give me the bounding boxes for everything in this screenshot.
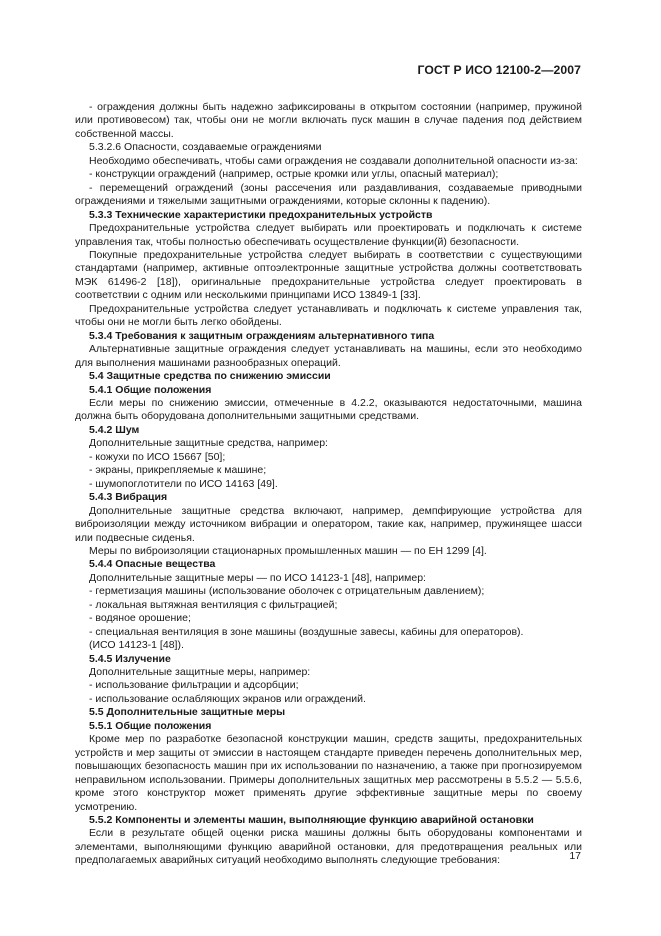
paragraph: Альтернативные защитные ограждения следует устанавливать на машины, если это необходимо для выполнения машинами разнообразных операций. (75, 343, 582, 369)
paragraph: - шумопоглотители по ИСО 14163 [49]. (89, 477, 278, 490)
paragraph: Дополнительные защитные меры, например: (89, 666, 311, 679)
section-heading: 5.4.5 Излучение (89, 652, 171, 665)
paragraph: - конструкции ограждений (например, острые кромки или углы, опасный материал); (89, 168, 499, 181)
paragraph: - использование фильтрации и адсорбции; (89, 679, 299, 692)
paragraph: Дополнительные защитные меры — по ИСО 14123-1 [48], например: (89, 571, 426, 584)
section-heading: 5.3.3 Технические характеристики предохранительных устройств (89, 208, 433, 221)
document-body (75, 101, 582, 868)
page-number: 17 (569, 850, 581, 862)
paragraph: - герметизация машины (использование оболочек с отрицательным давлением); (89, 585, 485, 598)
paragraph: (ИСО 14123-1 [48]). (89, 639, 184, 652)
section-heading: 5.5 Дополнительные защитные меры (89, 706, 286, 719)
section-heading: 5.4.4 Опасные вещества (89, 558, 216, 571)
document-header: ГОСТ Р ИСО 12100-2—2007 (417, 63, 581, 77)
paragraph: Покупные предохранительные устройства следует выбирать в соответствии с существующими стандартами (например, активные оптоэлектронные защитные устройства должны соответствовать МЭК 61496-2 [18]), оригинальные предохранительные устройства следует проектировать в соответствии с одним или несколькими принципами ИСО 13849-1 [33]. (75, 248, 582, 302)
paragraph: Если в результате общей оценки риска машины должны быть оборудованы компонентами и элементами, выполняющими функцию аварийной остановки, для предотвращения реальных или предполагаемых аварийных ситуаций необходимо выполнять следующие требования: (75, 827, 582, 867)
paragraph: Предохранительные устройства следует выбирать или проектировать и подключать к системе управления так, чтобы полностью обеспечивать осуществление функции(й) безопасности. (75, 222, 582, 248)
paragraph: - экраны, прикрепляемые к машине; (89, 464, 267, 477)
paragraph: Необходимо обеспечивать, чтобы сами ограждения не создавали дополнительной опасности из-за: (89, 154, 578, 167)
section-heading: 5.5.2 Компоненты и элементы машин, выполняющие функцию аварийной остановки (89, 814, 534, 827)
section-heading: 5.4.2 Шум (89, 423, 140, 436)
section-heading: 5.5.1 Общие положения (89, 719, 212, 732)
paragraph: - водяное орошение; (89, 612, 191, 625)
paragraph: - кожухи по ИСО 15667 [50]; (89, 450, 226, 463)
paragraph: - перемещений ограждений (зоны рассечения или раздавливания, создаваемые приводными ограждениями и тяжелыми защитными ограждениями, которые склонны к падению). (75, 181, 582, 208)
paragraph: - ограждения должны быть надежно зафиксированы в открытом состоянии (например, пружиной или противовесом) так, чтобы они не могли включать пуск машин в случае падения под действием собственной массы. (75, 101, 582, 140)
paragraph: - использование ослабляющих экранов или ограждений. (89, 692, 366, 705)
paragraph: Кроме мер по разработке безопасной конструкции машин, средств защиты, предохранительных устройств и мер защиты от эмиссии в настоящем стандарте приведен перечень дополнительных мер, повышающих безопасность машин при их использовании по назначению, а также при прогнозируемом неправильном использовании. Примеры дополнительных защитных мер рассмотрены в 5.5.2 — 5.5.6, кроме этого конструктор может применять другие эффективные защитные меры по своему усмотрению. (75, 733, 582, 813)
section-heading: 5.4 Защитные средства по снижению эмиссии (89, 370, 331, 383)
paragraph: - локальная вытяжная вентиляция с фильтрацией; (89, 598, 338, 611)
paragraph: Дополнительные защитные средства включают, например, демпфирующие устройства для виброизоляции между источником вибрации и оператором, такие как, например, пружинящее шасси или подвесные сиденья. (75, 504, 582, 544)
section-heading: 5.4.3 Вибрация (89, 491, 168, 504)
paragraph: - специальная вентиляция в зоне машины (воздушные завесы, кабины для операторов). (89, 625, 524, 638)
section-heading: 5.4.1 Общие положения (89, 383, 212, 396)
paragraph: 5.3.2.6 Опасности, создаваемые ограждениями (89, 141, 322, 154)
section-heading: 5.3.4 Требования к защитным ограждениям альтернативного типа (89, 329, 435, 342)
paragraph: Дополнительные защитные средства, например: (89, 437, 328, 450)
paragraph: Меры по виброизоляции стационарных промышленных машин — по ЕН 1299 [4]. (89, 544, 487, 557)
paragraph: Предохранительные устройства следует устанавливать и подключать к системе управления так, чтобы они не могли быть легко обойдены. (75, 302, 582, 329)
paragraph: Если меры по снижению эмиссии, отмеченные в 4.2.2, оказываются недостаточными, машина должна быть оборудована дополнительными защитными средствами. (75, 396, 582, 423)
